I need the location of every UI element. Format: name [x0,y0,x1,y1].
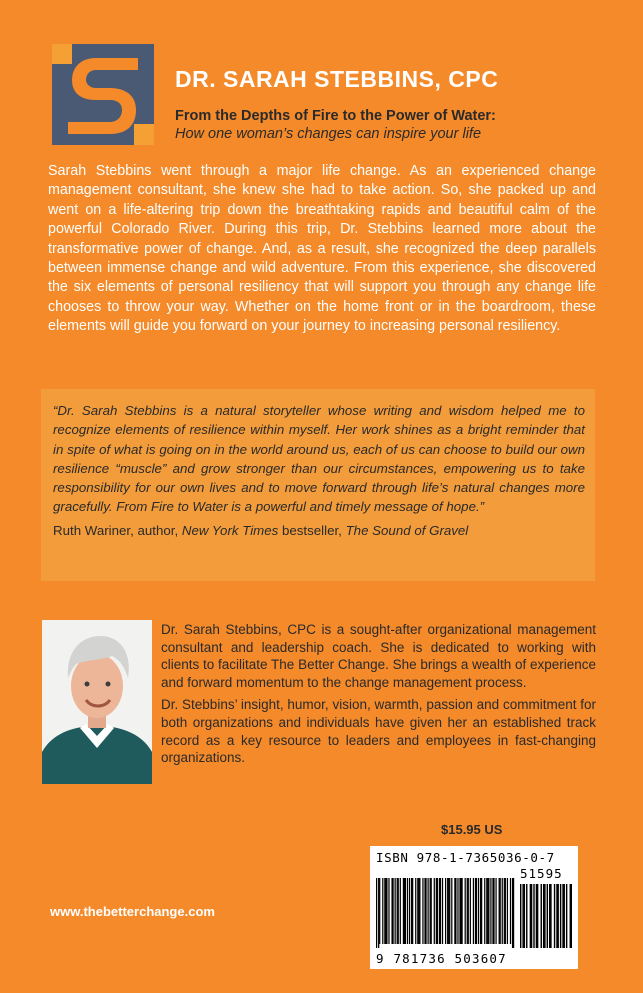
isbn-number: ISBN 978-1-7365036-0-7 [376,850,555,865]
price-label: $15.95 US [441,822,503,837]
isbn-barcode [370,846,578,969]
attribution-author: Ruth Wariner, author, [53,522,182,538]
price-addon-code: 51595 [520,866,563,881]
author-photo-icon [42,620,152,784]
author-bio [161,621,596,772]
bio-paragraph-1: Dr. Sarah Stebbins, CPC is a sought-after organizational management consultant and leadership coach. She is dedicated to working with clients to facilitate The Better Change. She brings a wealth of experience and forward momentum to the change management process. [161,622,597,690]
book-tagline: How one woman’s changes can inspire your life [175,126,482,142]
author-title: DR. SARAH STEBBINS, CPC [175,66,499,92]
testimonial-box [41,389,595,581]
ean-number: 9 781736 503607 [376,951,507,966]
testimonial-attribution [53,523,585,538]
attribution-book: The Sound of Gravel [345,522,469,538]
attribution-role: bestseller, [278,522,346,538]
attribution-publication: New York Times [181,522,279,538]
website-url: www.thebetterchange.com [50,904,215,919]
s-logo-icon [52,44,154,145]
testimonial-quote: “Dr. Sarah Stebbins is a natural storyteller whose writing and wisdom helped me to recognize elements of resilience within myself. Her work shines as a bright reminder that in spite of what is going on in the world around us, each of us can choose to build our own resilience “muscle” and grow stronger than our circumstances, empowering us to take responsibility for our own lives and to move forward through life’s natural changes more gracefully. From Fire to Water is a powerful and timely message of hope.” [53,403,585,515]
book-subtitle: From the Depths of Fire to the Power of Water: [175,108,496,124]
barcode-bars-icon [376,866,572,948]
book-description: Sarah Stebbins went through a major life change. As an experienced change management consultant, she knew she had to take action. So, she packed up and went on a life-altering trip down the breathtaking rapids and beautiful calm of the powerful Colorado River. During this trip, Dr. Stebbins learned more about the transformative power of change. And, as a result, she recognized the deep parallels between immense change and wild adventure. From this experience, she discovered the six elements of personal resiliency that will support you through any change life chooses to throw your way. Whether on the home front or in the boardroom, these elements will guide you forward on your journey to increasing personal resiliency. [48,163,596,335]
bio-paragraph-2: Dr. Stebbins’ insight, humor, vision, warmth, passion and commitment for both organizations and individuals have given her an established track record as a key resource to leaders and employees in fast-changing organizations. [161,697,596,766]
